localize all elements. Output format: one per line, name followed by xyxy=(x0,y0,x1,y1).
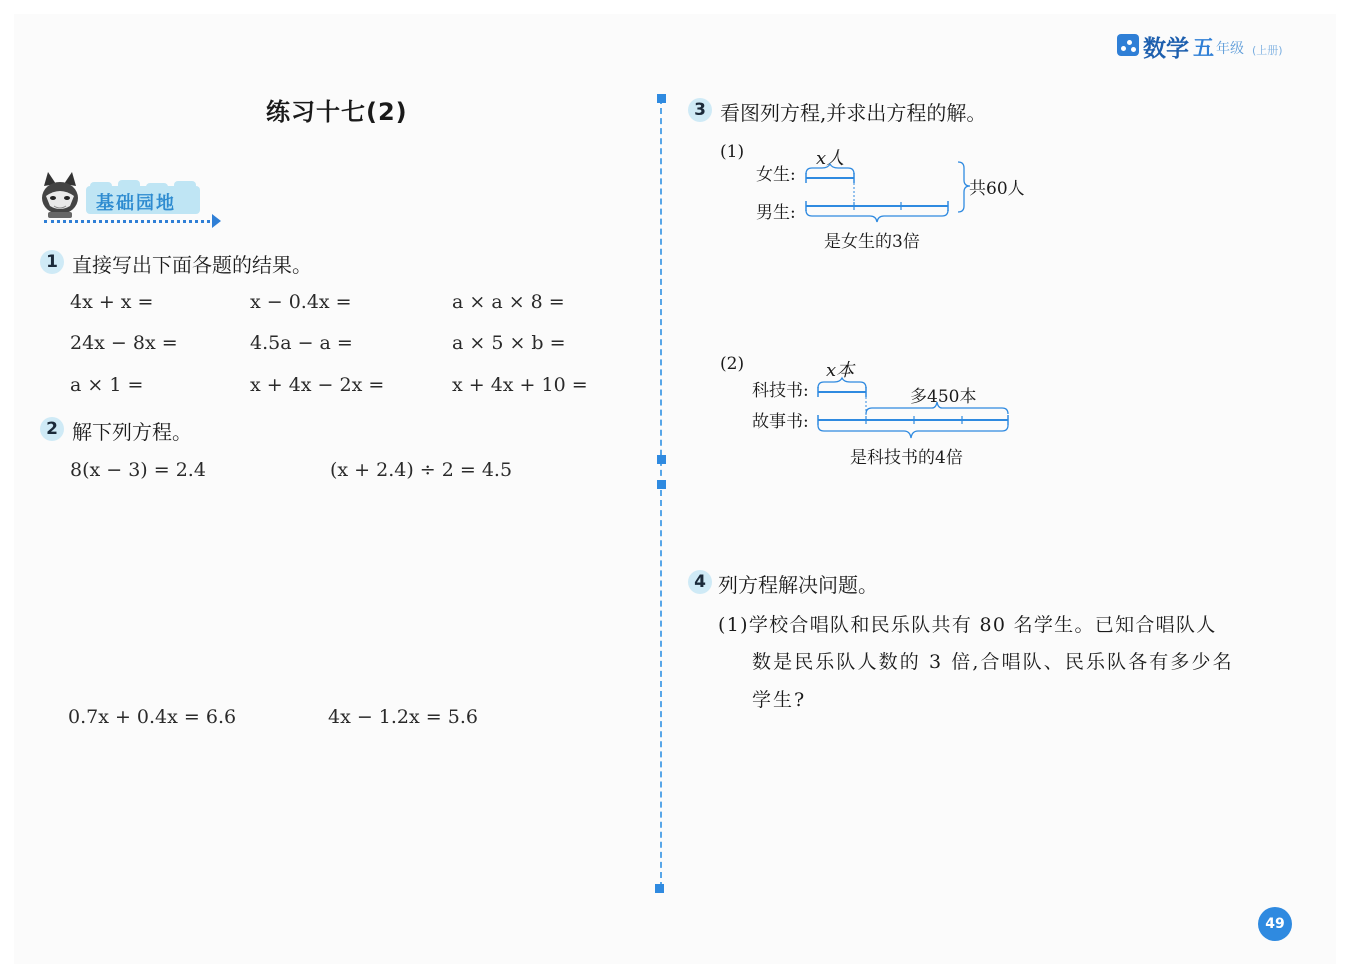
q2-text: 解下列方程。 xyxy=(72,420,192,444)
q1-expr[interactable]: 24x − 8x = xyxy=(70,332,178,354)
brand-logo-icon xyxy=(1117,34,1139,56)
q3-d2-row2-label: 故事书: xyxy=(752,412,809,432)
q4-sub1-line: (1)学校合唱队和民乐队共有 80 名学生。已知合唱队人 xyxy=(718,614,1217,636)
q3-d1-total-label: 共60人 xyxy=(969,179,1025,199)
q3-d2-bottom-label: 是科技书的4倍 xyxy=(850,448,963,468)
q2-equation[interactable]: 4x − 1.2x = 5.6 xyxy=(328,706,478,728)
banner-dotted-line xyxy=(44,220,216,223)
divider-marker xyxy=(657,480,666,489)
q3-d1-index: (1) xyxy=(720,142,745,162)
q4-sub1-line: 学生? xyxy=(752,689,807,711)
lesson-title: 练习十七(2) xyxy=(266,98,408,126)
q3-d1-row1-label: 女生: xyxy=(756,165,796,185)
q3-d1-var-label: x人 xyxy=(816,148,845,169)
brand-title: 数学 xyxy=(1143,36,1189,62)
divider-marker xyxy=(657,455,666,464)
page-divider xyxy=(660,98,662,888)
q3-d2-line-diagram xyxy=(812,372,1017,447)
q1-expr[interactable]: x + 4x + 10 = xyxy=(452,374,588,396)
q4-sub1-line: 数是民乐队人数的 3 倍,合唱队、民乐队各有多少名 xyxy=(752,651,1234,673)
q3-d1-line-diagram xyxy=(800,160,975,230)
raccoon-mascot-icon xyxy=(40,172,80,218)
q2-number-badge: 2 xyxy=(40,417,64,441)
q3-number-badge: 3 xyxy=(688,98,712,122)
q1-number-badge: 1 xyxy=(40,250,64,274)
q1-expr[interactable]: a × 1 = xyxy=(70,374,144,396)
q1-expr[interactable]: 4.5a − a = xyxy=(250,332,353,354)
q3-d2-row1-label: 科技书: xyxy=(752,381,809,401)
brand-grade-label: 年级 xyxy=(1216,41,1244,57)
q3-d2-diff-label: 多450本 xyxy=(910,387,977,407)
q3-text: 看图列方程,并求出方程的解。 xyxy=(720,101,987,125)
brand-volume: (上册) xyxy=(1252,44,1283,57)
workbook-page xyxy=(14,14,1336,964)
q1-expr[interactable]: a × 5 × b = xyxy=(452,332,566,354)
q4-number-badge: 4 xyxy=(688,570,712,594)
q3-d2-index: (2) xyxy=(720,354,745,374)
q1-expr[interactable]: 4x + x = xyxy=(70,291,154,313)
divider-marker xyxy=(655,884,664,893)
q1-text: 直接写出下面各题的结果。 xyxy=(72,253,312,277)
q1-expr[interactable]: x − 0.4x = xyxy=(250,291,352,313)
brand-grade-number: 五 xyxy=(1193,35,1214,60)
q3-d2-var-label: x本 xyxy=(826,360,855,381)
q2-equation[interactable]: (x + 2.4) ÷ 2 = 4.5 xyxy=(330,459,513,481)
q4-text: 列方程解决问题。 xyxy=(718,573,878,597)
q3-d1-bottom-label: 是女生的3倍 xyxy=(824,232,920,252)
page-number: 49 xyxy=(1258,907,1292,941)
banner-arrow-icon xyxy=(212,214,221,228)
q3-d1-row2-label: 男生: xyxy=(756,203,796,223)
q1-expr[interactable]: x + 4x − 2x = xyxy=(250,374,385,396)
q2-equation[interactable]: 8(x − 3) = 2.4 xyxy=(70,459,206,481)
divider-marker xyxy=(657,94,666,103)
q1-expr[interactable]: a × a × 8 = xyxy=(452,291,565,313)
q2-equation[interactable]: 0.7x + 0.4x = 6.6 xyxy=(68,706,237,728)
section-banner-label: 基础园地 xyxy=(96,193,176,214)
